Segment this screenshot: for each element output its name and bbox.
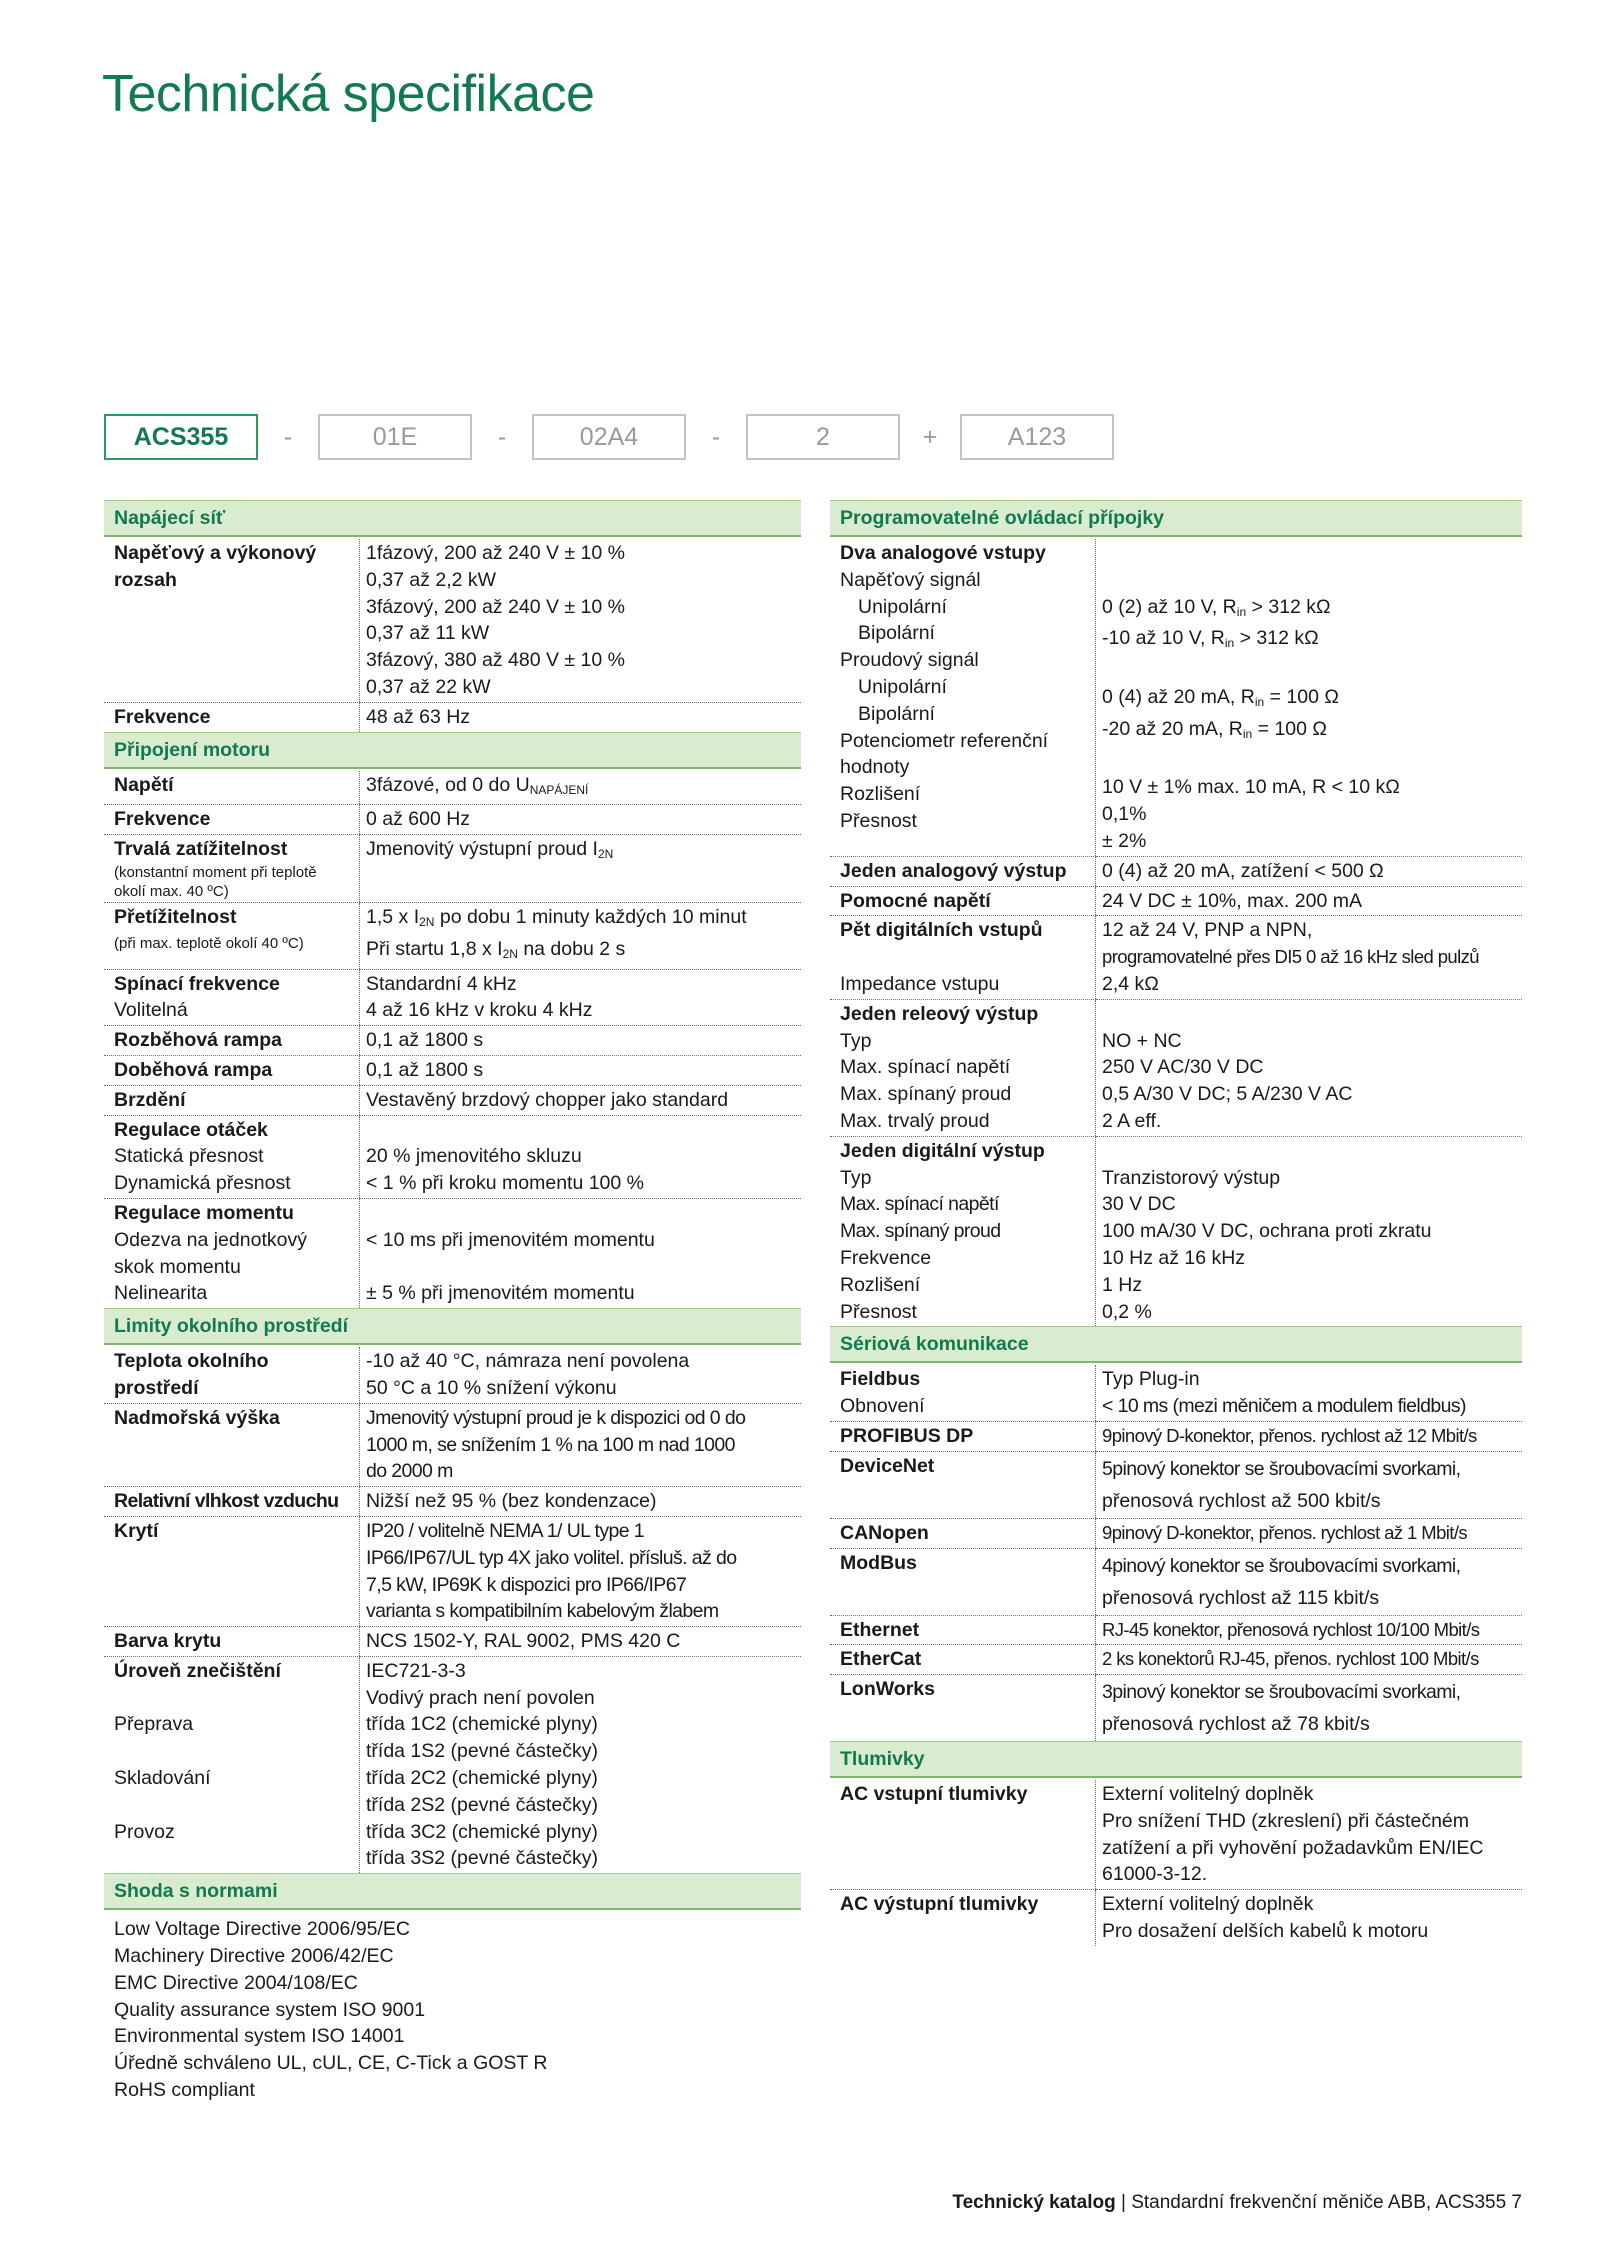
row-label: Krytí — [104, 1516, 360, 1626]
value-line: 100 mA/30 V DC, ochrana proti zkratu — [1102, 1220, 1432, 1243]
label-line: Přesnost — [840, 1300, 917, 1323]
label-line: hodnoty — [840, 756, 910, 779]
row-label — [830, 1136, 1096, 1326]
row-value — [1096, 1675, 1523, 1742]
row-value: 0 (4) až 20 mA, zatížení < 500 Ω — [1096, 856, 1523, 886]
label-note: (při max. teplotě okolí 40 ºC) — [114, 934, 304, 952]
row-label — [104, 1198, 360, 1308]
value-line: ± 5 % při jmenovitém momentu — [366, 1282, 635, 1305]
value-line: 30 V DC — [1102, 1193, 1176, 1216]
value-subscript: 2N — [502, 946, 518, 961]
table-row — [104, 805, 801, 835]
label-line: Typ — [840, 1029, 872, 1052]
row-label — [830, 916, 1096, 999]
row-value — [360, 1198, 802, 1308]
page-title: Technická specifikace — [102, 65, 595, 123]
value-line: 10 Hz až 16 kHz — [1102, 1246, 1246, 1269]
row-label: Barva krytu — [104, 1627, 360, 1657]
value-line: < 10 ms (mezi měničem a modulem fieldbus) — [1102, 1395, 1466, 1418]
row-value: 24 V DC ± 10%, max. 200 mA — [1096, 886, 1523, 916]
type-code-part: 01E — [318, 414, 472, 460]
type-code-product: ACS355 — [104, 414, 258, 460]
label-line: prostředí — [114, 1376, 199, 1399]
table-row — [830, 1890, 1522, 1946]
label-line: Odezva na jednotkový — [114, 1228, 307, 1251]
value-line: 7,5 kW, IP69K k dispozici pro IP66/IP67 — [366, 1573, 687, 1596]
section-head-serial: Sériová komunikace — [830, 1326, 1522, 1363]
table-row — [830, 1615, 1522, 1645]
value-line: přenosová rychlost až 115 kbit/s — [1102, 1586, 1380, 1609]
value-line: 0,2 % — [1102, 1300, 1152, 1323]
table-row — [104, 1656, 801, 1873]
row-value — [360, 771, 802, 805]
label-line: Napěťový a výkonový — [114, 542, 317, 564]
type-code-separator: - — [497, 422, 507, 451]
value-text: Při startu 1,8 x I — [366, 937, 503, 960]
row-value — [1096, 1365, 1523, 1421]
label-line: Přeprava — [114, 1713, 194, 1736]
label-line: rozsah — [114, 568, 177, 591]
type-code-part: 02A4 — [532, 414, 686, 460]
footer-catalog-label: Technický katalog — [952, 2192, 1116, 2213]
value-text: 1,5 x I — [366, 905, 420, 928]
section-head-power: Napájecí síť — [104, 500, 801, 537]
table-row — [104, 969, 801, 1026]
type-code-separator: - — [283, 422, 293, 451]
row-label: EtherCat — [830, 1645, 1096, 1675]
table-row — [830, 886, 1522, 916]
table-row — [830, 1451, 1522, 1518]
row-label: CANopen — [830, 1518, 1096, 1548]
table-row — [104, 1347, 801, 1403]
value-text: na dobu 2 s — [517, 937, 626, 960]
row-label — [104, 969, 360, 1026]
value-line: do 2000 m — [366, 1460, 453, 1483]
value-line: Standardní 4 kHz — [366, 972, 517, 995]
section-head-motor: Připojení motoru — [104, 732, 801, 769]
value-line — [1102, 625, 1522, 657]
row-value — [1096, 1136, 1523, 1326]
row-label: DeviceNet — [830, 1451, 1096, 1518]
label-note: okolí max. 40 ºC) — [114, 882, 229, 900]
table-row — [830, 1365, 1522, 1421]
row-label — [830, 1365, 1096, 1421]
value-line: 10 V ± 1% max. 10 mA, R < 10 kΩ — [1102, 776, 1400, 799]
value-subscript: 2N — [597, 847, 614, 862]
label-line: Max. spínací napětí — [840, 1193, 999, 1216]
row-label — [104, 902, 360, 969]
row-value — [1096, 999, 1523, 1136]
label-line: Přetížitelnost — [114, 905, 237, 928]
row-value — [360, 539, 802, 702]
power-table — [104, 539, 801, 732]
type-code-part: 2 — [746, 414, 900, 460]
type-code-strip — [104, 414, 1114, 460]
value-subscript: NAPÁJENÍ — [529, 782, 589, 797]
label-line: Skladování — [114, 1767, 211, 1790]
value-line: 12 až 24 V, PNP a NPN, — [1102, 919, 1313, 942]
row-label: ModBus — [830, 1548, 1096, 1615]
value-line: 4 až 16 kHz v kroku 4 kHz — [366, 999, 593, 1022]
value-line — [366, 936, 801, 968]
value-line: 3fázový, 200 až 240 V ± 10 % — [366, 595, 625, 618]
label-line: Regulace otáček — [114, 1118, 268, 1141]
row-label: Relativní vlhkost vzduchu — [104, 1487, 360, 1517]
row-label: Ethernet — [830, 1615, 1096, 1645]
label-line: Frekvence — [840, 1246, 932, 1269]
row-label — [104, 1347, 360, 1403]
row-value: 48 až 63 Hz — [360, 702, 802, 731]
row-value — [360, 1403, 802, 1486]
motor-table — [104, 771, 801, 1309]
section-head-io: Programovatelné ovládací přípojky — [830, 500, 1522, 537]
row-value — [360, 1347, 802, 1403]
value-text: 3fázové, od 0 do U — [366, 773, 530, 796]
table-row — [104, 1487, 801, 1517]
row-value: Vestavěný brzdový chopper jako standard — [360, 1085, 802, 1115]
value-line: 5pinový konektor se šroubovacími svorkami, — [1102, 1457, 1461, 1480]
section-head-environment: Limity okolního prostředí — [104, 1308, 801, 1345]
label-line: Unipolární — [858, 675, 947, 698]
table-row — [830, 1136, 1522, 1326]
value-text: > 312 kΩ — [1234, 627, 1319, 650]
value-line: Jmenovitý výstupní proud je k dispozici od 0 do — [366, 1406, 746, 1429]
list-item: Úředně schváleno UL, cUL, CE, C-Tick a GOST R — [114, 2052, 548, 2075]
label-line: Dva analogové vstupy — [840, 542, 1046, 564]
row-value: RJ-45 konektor, přenosová rychlost 10/100 Mbit/s — [1096, 1615, 1523, 1645]
value-text: Jmenovitý výstupní proud I — [366, 838, 598, 861]
value-line — [366, 904, 801, 936]
label-line: Unipolární — [858, 595, 947, 618]
table-row — [830, 1645, 1522, 1675]
value-subscript: in — [1254, 694, 1265, 709]
value-line: 1000 m, se snížením 1 % na 100 m nad 1000 — [366, 1433, 735, 1456]
value-text: 0 (2) až 10 V, R — [1102, 595, 1237, 618]
section-head-norms: Shoda s normami — [104, 1873, 801, 1910]
environment-table — [104, 1347, 801, 1873]
value-line: NO + NC — [1102, 1029, 1182, 1052]
table-row — [104, 1403, 801, 1486]
label-line: Nelinearita — [114, 1282, 208, 1305]
label-line: Úroveň znečištění — [114, 1659, 281, 1682]
value-line — [1102, 594, 1522, 626]
value-line: 4pinový konektor se šroubovacími svorkami, — [1102, 1554, 1461, 1577]
value-subscript: 2N — [419, 914, 435, 929]
list-item: Quality assurance system ISO 9001 — [114, 1998, 426, 2021]
value-line: 2 A eff. — [1102, 1109, 1162, 1132]
serial-table — [830, 1365, 1522, 1741]
label-line: Fieldbus — [840, 1368, 921, 1391]
value-line: Externí volitelný doplněk — [1102, 1783, 1314, 1806]
value-line: 3fázový, 380 až 480 V ± 10 % — [366, 649, 625, 672]
label-line: Max. spínaný proud — [840, 1083, 1012, 1106]
value-text: -20 až 20 mA, R — [1102, 717, 1243, 740]
row-value: 9pinový D-konektor, přenos. rychlost až 12 Mbit/s — [1096, 1421, 1523, 1451]
row-label: LonWorks — [840, 1678, 935, 1701]
table-row — [104, 1627, 801, 1657]
norms-list — [104, 1912, 801, 2104]
type-code-separator: - — [711, 422, 721, 451]
table-row — [104, 835, 801, 903]
value-line: Externí volitelný doplněk — [1102, 1893, 1314, 1916]
type-code-part: A123 — [960, 414, 1114, 460]
value-line: Tranzistorový výstup — [1102, 1166, 1281, 1189]
label-line: Pět digitálních vstupů — [840, 919, 1043, 942]
table-row — [104, 539, 801, 702]
row-label — [104, 539, 360, 702]
table-row — [830, 999, 1522, 1136]
row-label: Brzdění — [104, 1085, 360, 1115]
value-line: třída 1C2 (chemické plyny) — [366, 1713, 598, 1736]
section-head-chokes: Tlumivky — [830, 1741, 1522, 1778]
value-line: 1 Hz — [1102, 1273, 1143, 1296]
footer-text: Standardní frekvenční měniče ABB, ACS355 7 — [1131, 2192, 1522, 2213]
table-row — [830, 916, 1522, 999]
value-line: třída 3S2 (pevné částečky) — [366, 1847, 598, 1870]
row-value — [360, 969, 802, 1026]
label-line: Bipolární — [858, 622, 935, 645]
table-row — [830, 539, 1522, 856]
row-label: Napětí — [104, 771, 360, 805]
row-label: AC výstupní tlumivky — [840, 1893, 1039, 1916]
value-line: -10 až 40 °C, námraza není povolena — [366, 1350, 690, 1373]
value-line: IEC721-3-3 — [366, 1659, 466, 1682]
list-item: Environmental system ISO 14001 — [114, 2025, 405, 2048]
label-line: Dynamická přesnost — [114, 1172, 291, 1195]
value-line: přenosová rychlost až 78 kbit/s — [1102, 1713, 1370, 1736]
value-line — [1102, 716, 1522, 748]
label-line: skok momentu — [114, 1255, 241, 1278]
label-line: Max. spínací napětí — [840, 1056, 1011, 1079]
value-line: 0,37 až 2,2 kW — [366, 568, 497, 591]
value-subscript: in — [1224, 636, 1235, 651]
table-row — [830, 856, 1522, 886]
value-line: třída 2C2 (chemické plyny) — [366, 1767, 598, 1790]
table-row — [830, 1518, 1522, 1548]
value-line: 20 % jmenovitého skluzu — [366, 1145, 582, 1168]
row-label — [830, 999, 1096, 1136]
row-value — [360, 902, 802, 969]
label-line: Obnovení — [840, 1395, 925, 1418]
row-label: Doběhová rampa — [104, 1055, 360, 1085]
io-table — [830, 539, 1522, 1326]
row-value — [1096, 1780, 1523, 1890]
row-value — [360, 1656, 802, 1873]
table-row — [104, 702, 801, 731]
value-line: zatížení a při vyhovění požadavkům EN/IEC — [1102, 1836, 1484, 1859]
value-line: přenosová rychlost až 500 kbit/s — [1102, 1489, 1381, 1512]
row-label: PROFIBUS DP — [830, 1421, 1096, 1451]
label-line: Proudový signál — [840, 649, 979, 672]
label-line: Teplota okolního — [114, 1350, 269, 1373]
label-line: Přesnost — [840, 809, 917, 832]
value-line: < 1 % při kroku momentu 100 % — [366, 1172, 645, 1195]
value-line: Vodivý prach není povolen — [366, 1686, 595, 1709]
value-line: 2,4 kΩ — [1102, 972, 1159, 995]
label-line: Bipolární — [858, 702, 935, 725]
table-row — [104, 902, 801, 969]
row-label — [830, 539, 1096, 856]
row-label: Jeden analogový výstup — [830, 856, 1096, 886]
page-footer — [952, 2192, 1522, 2214]
list-item: Low Voltage Directive 2006/95/EC — [114, 1918, 410, 1941]
row-value: 0,1 až 1800 s — [360, 1055, 802, 1085]
row-value — [360, 1516, 802, 1626]
row-value — [1096, 1890, 1523, 1946]
row-value — [1096, 1451, 1523, 1518]
value-text: po dobu 1 minuty každých 10 minut — [434, 905, 747, 928]
label-line: Spínací frekvence — [114, 972, 280, 995]
value-line: IP66/IP67/UL typ 4X jako volitel. přísluš. až do — [366, 1546, 737, 1569]
value-line: 61000-3-12. — [1102, 1863, 1208, 1886]
value-line: 50 °C a 10 % snížení výkonu — [366, 1376, 617, 1399]
value-subscript: in — [1236, 604, 1247, 619]
value-text: = 100 Ω — [1264, 685, 1339, 708]
value-line: 3pinový konektor se šroubovacími svorkami, — [1102, 1681, 1461, 1704]
value-line: Typ Plug-in — [1102, 1368, 1200, 1391]
value-line: varianta s kompatibilním kabelovým žlabem — [366, 1600, 719, 1623]
value-line: 250 V AC/30 V DC — [1102, 1056, 1264, 1079]
value-text: > 312 kΩ — [1246, 595, 1331, 618]
row-value — [360, 1115, 802, 1198]
row-label — [104, 1656, 360, 1873]
table-row — [830, 1675, 1522, 1742]
table-row — [830, 1548, 1522, 1615]
row-value — [1096, 916, 1523, 999]
list-item: EMC Directive 2004/108/EC — [114, 1971, 358, 1994]
row-value: 0,1 až 1800 s — [360, 1026, 802, 1056]
label-line: Napěťový signál — [840, 568, 981, 591]
table-row — [830, 1421, 1522, 1451]
label-line: Jeden digitální výstup — [840, 1139, 1045, 1162]
label-line: Rozlišení — [840, 1273, 921, 1296]
label-note: (konstantní moment při teplotě — [114, 863, 317, 881]
row-value: 0 až 600 Hz — [360, 805, 802, 835]
row-value: Nižší než 95 % (bez kondenzace) — [360, 1487, 802, 1517]
label-line: Typ — [840, 1166, 872, 1189]
label-line: Potenciometr referenční — [840, 729, 1049, 752]
table-row — [830, 1780, 1522, 1890]
label-line: Impedance vstupu — [840, 972, 1000, 995]
value-line: třída 3C2 (chemické plyny) — [366, 1820, 598, 1843]
row-label: AC vstupní tlumivky — [830, 1780, 1096, 1890]
label-line: Rozlišení — [840, 783, 921, 806]
chokes-table — [830, 1780, 1522, 1946]
value-text: -10 až 10 V, R — [1102, 627, 1225, 650]
value-line: třída 1S2 (pevné částečky) — [366, 1740, 598, 1763]
list-item: Machinery Directive 2006/42/EC — [114, 1945, 394, 1968]
value-line: 0,37 až 22 kW — [366, 675, 491, 698]
value-line: Pro snížení THD (zkreslení) při částečném — [1102, 1809, 1470, 1832]
label-line: Volitelná — [114, 999, 188, 1022]
footer-separator: | — [1115, 2192, 1132, 2213]
value-line: ± 2% — [1102, 829, 1147, 852]
type-code-separator: + — [922, 422, 938, 451]
value-line: 1fázový, 200 až 240 V ± 10 % — [366, 542, 625, 564]
value-line: Pro dosažení delších kabelů k motoru — [1102, 1920, 1429, 1943]
left-column — [104, 500, 801, 2104]
row-label: Pomocné napětí — [830, 886, 1096, 916]
row-label: Frekvence — [114, 705, 211, 728]
value-line: programovatelné přes DI5 0 až 16 kHz sled pulzů — [1102, 946, 1479, 968]
value-line: 0,5 A/30 V DC; 5 A/230 V AC — [1102, 1083, 1353, 1106]
table-row — [104, 771, 801, 805]
row-label — [104, 835, 360, 903]
row-value — [360, 835, 802, 903]
row-value: 9pinový D-konektor, přenos. rychlost až 1 Mbit/s — [1096, 1518, 1523, 1548]
label-line: Statická přesnost — [114, 1145, 264, 1168]
row-label: Frekvence — [104, 805, 360, 835]
value-line: třída 2S2 (pevné částečky) — [366, 1793, 598, 1816]
list-item: RoHS compliant — [114, 2079, 255, 2102]
label-line: Provoz — [114, 1820, 175, 1843]
row-label: Rozběhová rampa — [104, 1026, 360, 1056]
label-line: Trvalá zatížitelnost — [114, 838, 288, 861]
row-value: 2 ks konektorů RJ-45, přenos. rychlost 100 Mbit/s — [1096, 1645, 1523, 1675]
label-line: Jeden releový výstup — [840, 1002, 1039, 1025]
row-label: Nadmořská výška — [104, 1403, 360, 1486]
table-row — [104, 1198, 801, 1308]
value-line — [1102, 684, 1522, 716]
value-text: = 100 Ω — [1252, 717, 1327, 740]
value-subscript: in — [1242, 726, 1253, 741]
right-column — [830, 500, 1522, 1946]
value-line: < 10 ms při jmenovitém momentu — [366, 1228, 655, 1251]
table-row — [104, 1026, 801, 1056]
value-line: 0,37 až 11 kW — [366, 622, 490, 645]
value-text: 0 (4) až 20 mA, R — [1102, 685, 1255, 708]
label-line: Max. spínaný proud — [840, 1220, 1001, 1243]
value-line: 0,1% — [1102, 803, 1147, 826]
label-line: Regulace momentu — [114, 1201, 294, 1224]
table-row — [104, 1055, 801, 1085]
table-row — [104, 1085, 801, 1115]
row-label — [104, 1115, 360, 1198]
row-value — [1096, 1548, 1523, 1615]
table-row — [104, 1516, 801, 1626]
label-line: Max. trvalý proud — [840, 1109, 990, 1132]
row-value — [1096, 539, 1523, 856]
row-value: NCS 1502-Y, RAL 9002, PMS 420 C — [360, 1627, 802, 1657]
table-row — [104, 1115, 801, 1198]
value-line: IP20 / volitelně NEMA 1/ UL type 1 — [366, 1519, 645, 1542]
